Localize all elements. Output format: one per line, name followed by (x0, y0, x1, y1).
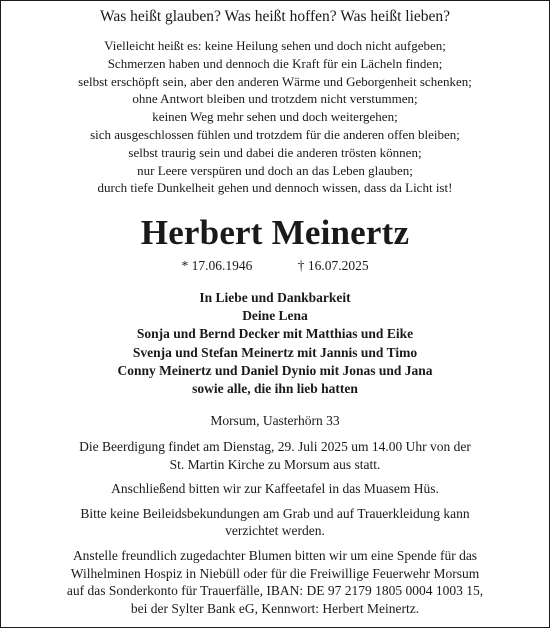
funeral-notice-line: Die Beerdigung findet am Dienstag, 29. Juli 2025 um 14.00 Uhr von der (79, 439, 471, 454)
mourner-line: Conny Meinertz und Daniel Dynio mit Jonas und Jana (117, 362, 433, 378)
birth-date: * 17.06.1946 (181, 258, 253, 273)
poem-line: selbst traurig sein und dabei die anderen trösten können; (128, 144, 422, 160)
address: Morsum, Uasterhörn 33 (210, 413, 340, 428)
condolences-notice (1, 505, 549, 540)
poem-line: Vielleicht heißt es: keine Heilung sehen und doch nicht aufgeben; (104, 38, 446, 53)
poem-line: selbst erschöpft sein, aber den anderen Wärme und Geborgenheit schenken; (78, 73, 472, 89)
mourner-line: Svenja und Stefan Meinertz mit Jannis und Timo (132, 344, 418, 360)
poem-line: Schmerzen haben und dennoch die Kraft für ein Lächeln finden; (107, 55, 443, 71)
life-dates (1, 257, 549, 275)
donation-notice-line: bei der Sylter Bank eG, Kennwort: Herbert Meinertz. (130, 600, 420, 616)
poem-line: ohne Antwort bleiben und trotzdem nicht verstummen; (132, 91, 418, 107)
mourner-line: Deine Lena (242, 308, 308, 324)
notices (1, 438, 549, 624)
deceased-name: Herbert Meinertz (140, 213, 410, 252)
donation-notice-line: Wilhelminen Hospiz in Niebüll oder für die Freiwillige Feuerwehr Morsum (70, 565, 480, 581)
poem (1, 37, 549, 197)
poem-line: nur Leere verspüren und doch an das Leben glauben; (137, 162, 413, 178)
mourner-line: In Liebe und Dankbarkeit (199, 290, 351, 305)
funeral-notice-line: St. Martin Kirche zu Morsum aus statt. (169, 456, 381, 472)
poem-line: durch tiefe Dunkelheit gehen und dennoch wissen, dass da Licht ist! (97, 180, 453, 196)
poem-line: sich ausgeschlossen fühlen und trotzdem für die anderen offen bleiben; (90, 126, 460, 142)
mourner-line: Sonja und Bernd Decker mit Matthias und Eike (136, 326, 414, 342)
condolences-notice-line: Bitte keine Beileidsbekundungen am Grab und auf Trauerkleidung kann (80, 505, 470, 521)
poem-line: keinen Weg mehr sehen und doch weitergehen; (152, 109, 398, 125)
donation-notice (1, 547, 549, 617)
coffee-notice (1, 480, 549, 498)
mourners-list (1, 289, 549, 398)
donation-notice-line: Anstelle freundlich zugedachter Blumen bitten wir um eine Spende für das (72, 547, 478, 563)
condolences-notice-line: verzichtet werden. (225, 523, 325, 539)
poem-heading: Was heißt glauben? Was heißt hoffen? Was heißt lieben? (99, 8, 451, 25)
donation-notice-line: auf das Sonderkonto für Trauerfälle, IBAN: DE 97 2179 1805 0004 1003 15, (66, 583, 484, 599)
death-date: † 16.07.2025 (297, 258, 369, 273)
funeral-notice (1, 438, 549, 473)
coffee-notice-line: Anschließend bitten wir zur Kaffeetafel in das Muasem Hüs. (111, 481, 439, 497)
mourner-line: sowie alle, die ihn lieb hatten (192, 381, 358, 397)
